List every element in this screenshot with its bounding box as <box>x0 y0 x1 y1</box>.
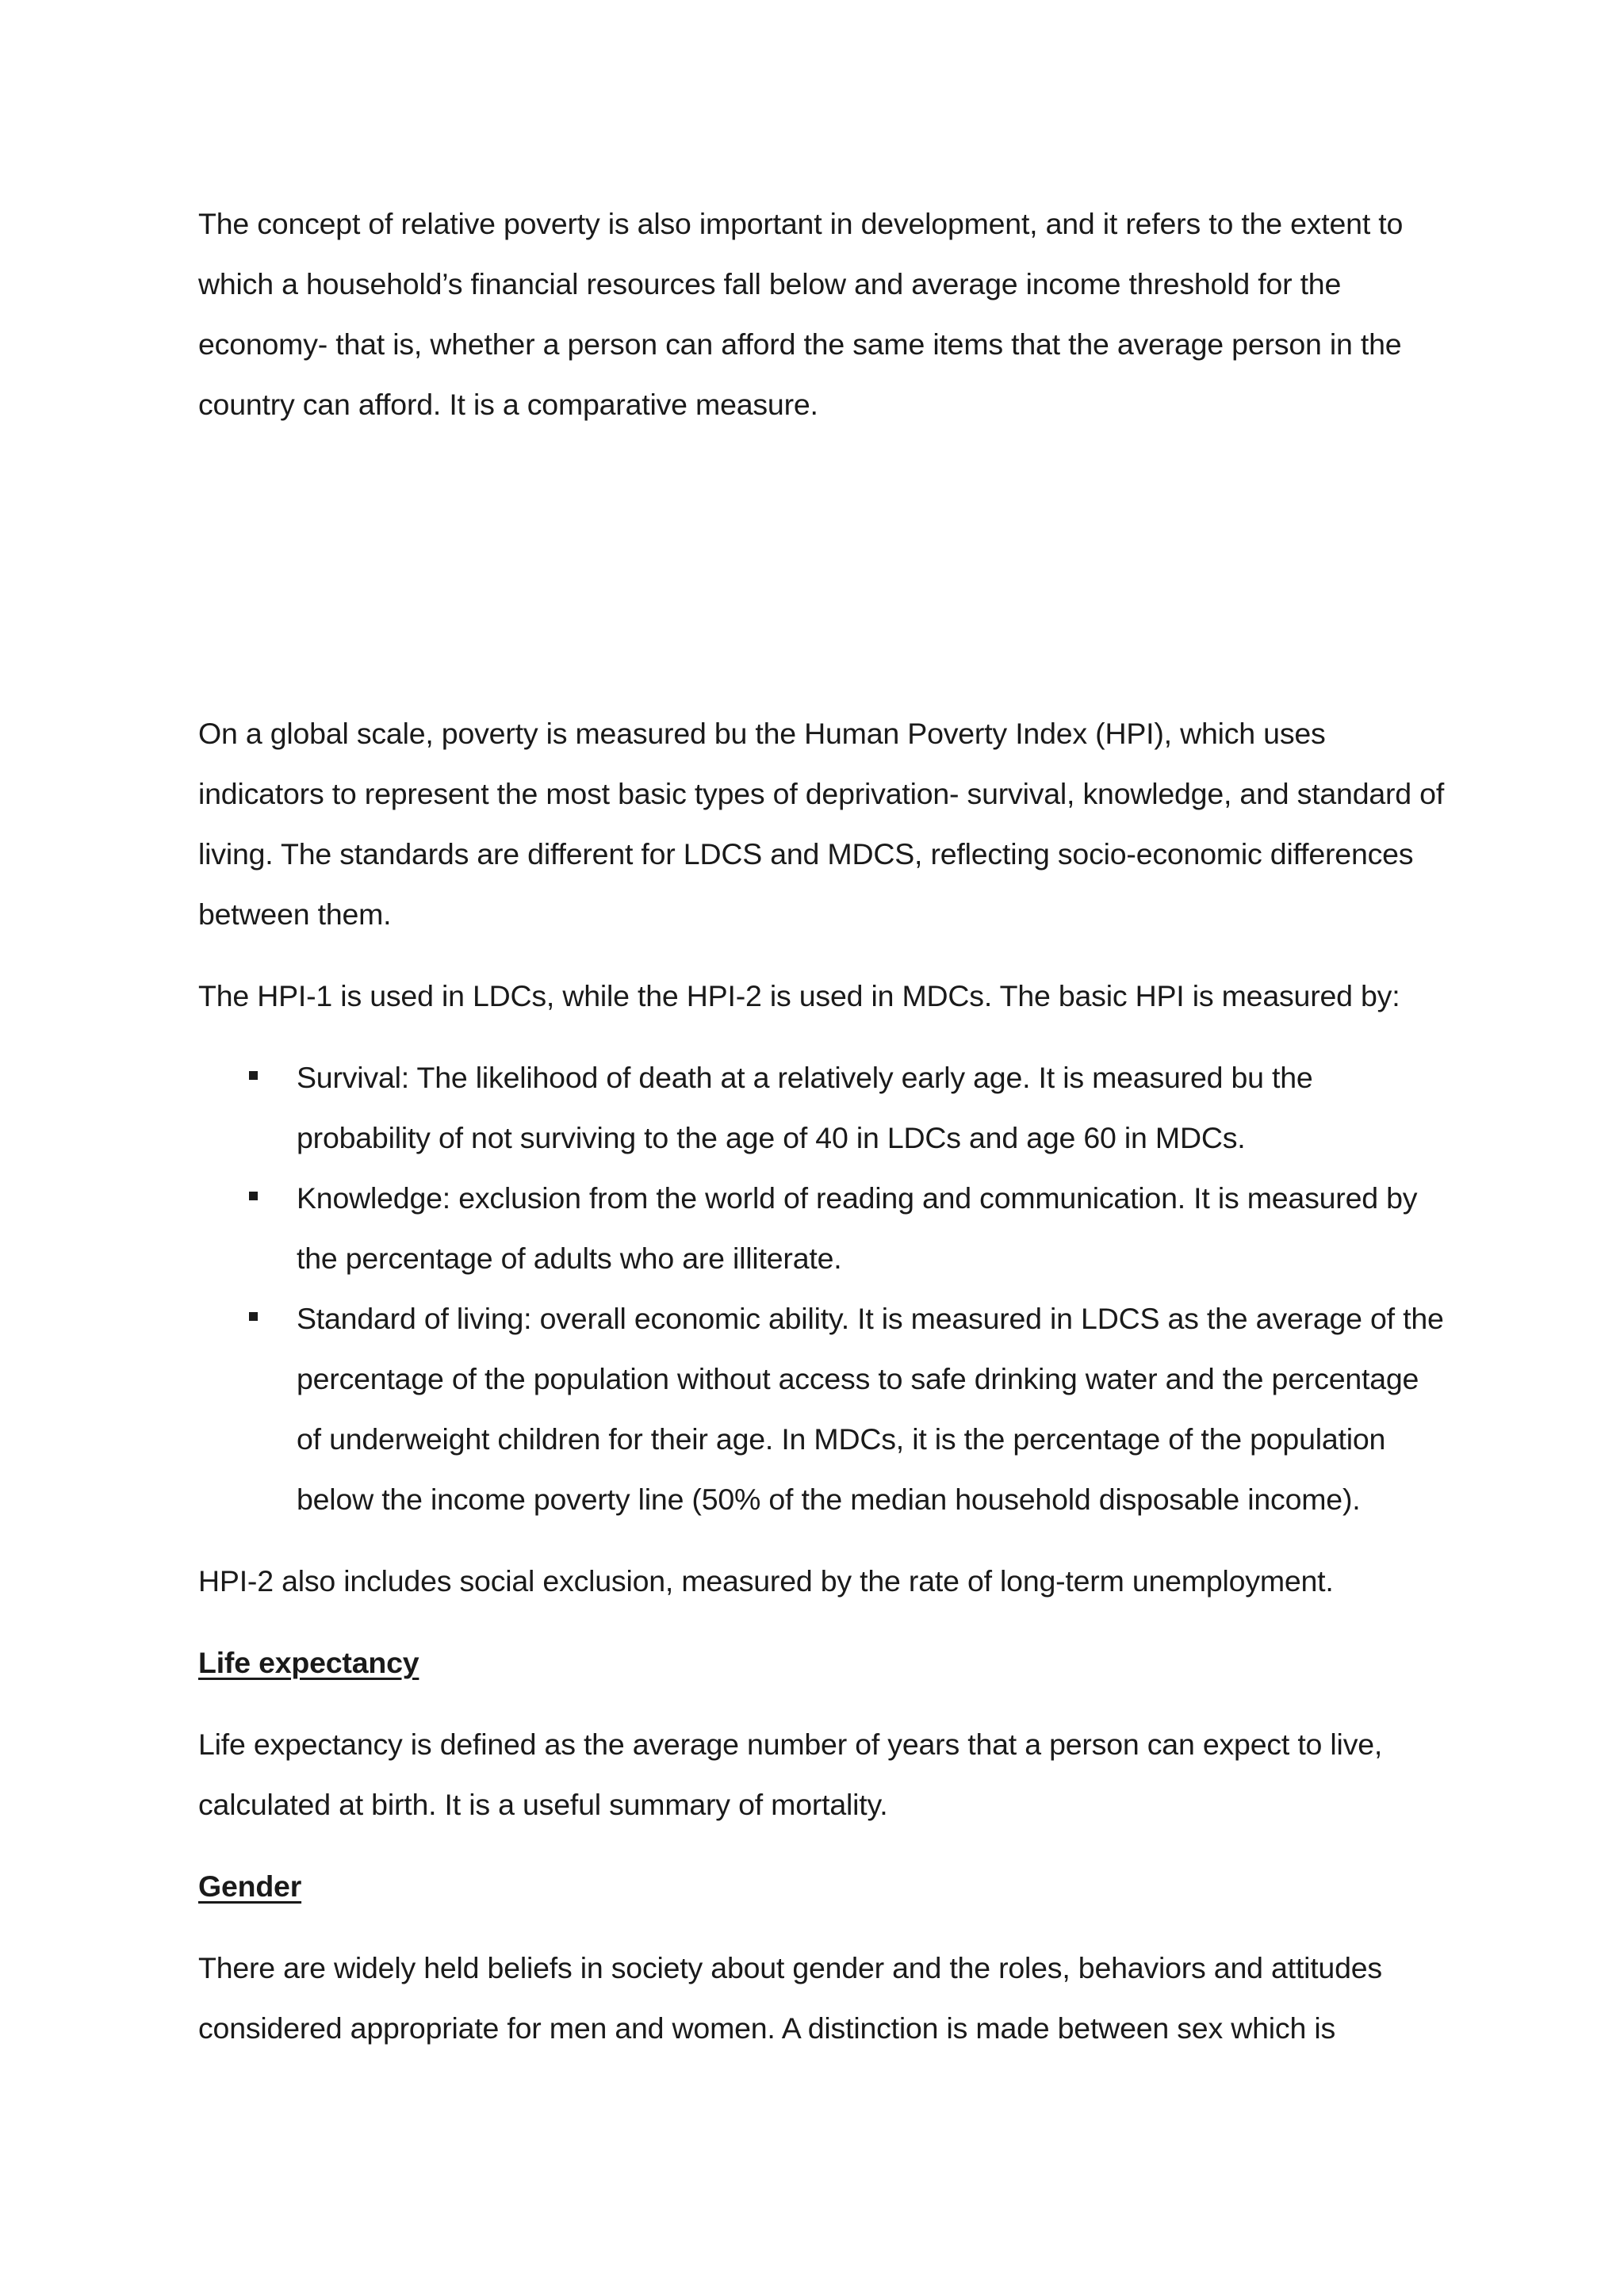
paragraph-hpi-global: On a global scale, poverty is measured bu the Human Poverty Index (HPI), which uses indicators to represent the most basic types of deprivation- survival, knowledge, and standard of living. The standards are different for LDCS and MDCS, reflecting socio-economic differences between them. <box>198 717 1445 931</box>
paragraph-hpi-types: The HPI-1 is used in LDCs, while the HPI-2 is used in MDCs. The basic HPI is measured by: <box>198 979 1400 1012</box>
square-bullet-icon <box>249 1071 258 1080</box>
list-item-text: Standard of living: overall economic ability. It is measured in LDCS as the average of the percentage of the population without access to safe drinking water and the percentage of underweight children for their age. In MDCs, it is the percentage of the population below the income poverty line (50% of the median household disposable income). <box>297 1302 1444 1516</box>
hpi-measures-list <box>198 1047 1451 1529</box>
list-item-knowledge <box>198 1168 1451 1288</box>
paragraph-spacing <box>198 1693 1451 1714</box>
square-bullet-icon <box>249 1312 258 1321</box>
list-item-standard-of-living <box>198 1288 1451 1529</box>
paragraph-relative-poverty: The concept of relative poverty is also important in development, and it refers to the extent to which a household’s financial resources fall below and average income threshold for the economy- that is, whether a person can afford the same items that the average person in the country can afford. It is a comparative measure. <box>198 207 1404 421</box>
list-item-text: Knowledge: exclusion from the world of reading and communication. It is measured by the percentage of adults who are illiterate. <box>297 1181 1418 1275</box>
paragraph-spacing <box>198 1026 1451 1047</box>
list-item-text: Survival: The likelihood of death at a relatively early age. It is measured bu the probability of not surviving to the age of 40 in LDCs and age 60 in MDCs. <box>297 1061 1313 1154</box>
heading-life-expectancy: Life expectancy <box>198 1646 419 1679</box>
document-body <box>198 193 1451 2058</box>
paragraph-gender: There are widely held beliefs in society about gender and the roles, behaviors and attitudes considered appropriate for men and women. A distinction is made between sex which is <box>198 1951 1382 2045</box>
heading-gender: Gender <box>198 1869 302 1903</box>
blank-space <box>198 434 1451 703</box>
list-item-survival <box>198 1047 1451 1168</box>
paragraph-spacing <box>198 1916 1451 1938</box>
paragraph-spacing <box>198 1611 1451 1632</box>
paragraph-hpi2-social: HPI-2 also includes social exclusion, measured by the rate of long-term unemployment. <box>198 1564 1334 1598</box>
paragraph-spacing <box>198 1529 1451 1551</box>
square-bullet-icon <box>249 1192 258 1200</box>
paragraph-spacing <box>198 1835 1451 1856</box>
paragraph-spacing <box>198 944 1451 966</box>
paragraph-life-expectancy: Life expectancy is defined as the average number of years that a person can expect to live, calculated at birth. It is a useful summary of mortality. <box>198 1728 1383 1821</box>
